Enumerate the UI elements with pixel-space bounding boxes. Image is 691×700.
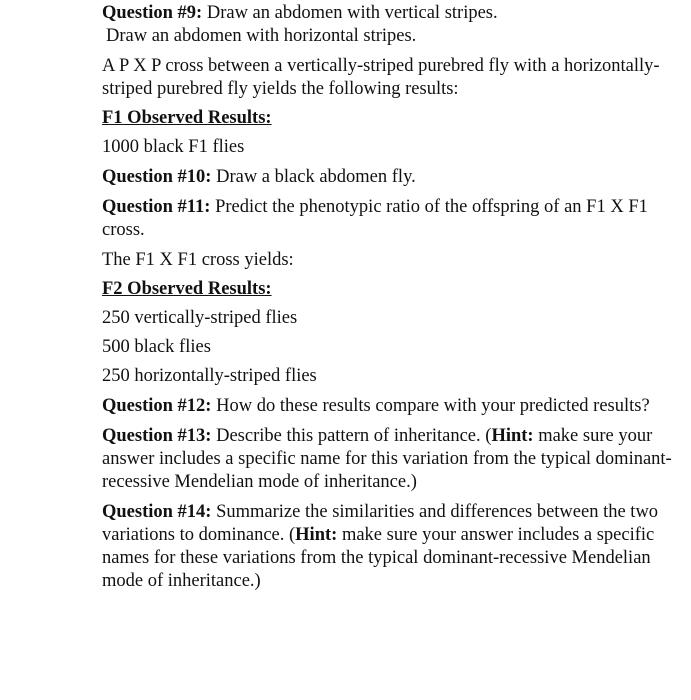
question-9-text-horizontal: Draw an abdomen with horizontal stripes. <box>106 26 417 46</box>
question-10-label: Question #10: <box>102 167 212 187</box>
question-9-line2 <box>102 25 672 48</box>
question-11-label: Question #11: <box>102 197 211 217</box>
f2-heading <box>102 278 672 301</box>
question-13-text: Describe this pattern of inheritance. ( <box>216 426 492 446</box>
question-12 <box>102 395 672 418</box>
question-13 <box>102 425 672 494</box>
f2-result-horizontal: 250 horizontally-striped flies <box>102 366 317 386</box>
question-10-text: Draw a black abdomen fly. <box>216 167 416 187</box>
f2-heading-text: F2 Observed Results: <box>102 279 272 299</box>
f2-result-black: 500 black flies <box>102 337 211 357</box>
worksheet <box>102 2 672 593</box>
question-13-hint-label: Hint: <box>491 426 534 446</box>
question-9-text-vertical: Draw an abdomen with vertical stripes. <box>206 3 498 23</box>
f1-heading <box>102 107 672 130</box>
question-12-label: Question #12: <box>102 396 212 416</box>
question-12-text: How do these results compare with your predicted results? <box>216 396 650 416</box>
f2-result-vertical: 250 vertically-striped flies <box>102 308 298 328</box>
question-13-label: Question #13: <box>102 426 212 446</box>
question-13-hint-text: make sure your answer includes a specific name for this variation from the typical dominant-recessive Mendelian mode of inheritance.) <box>102 426 672 492</box>
cross-intro: A P X P cross between a vertically-striped purebred fly with a horizontally-striped purebred fly yields the following results: <box>102 56 660 99</box>
question-14-text: Summarize the similarities and differences between the two variations to dominance. ( <box>102 502 659 545</box>
question-10 <box>102 166 672 189</box>
question-14 <box>102 501 672 593</box>
f1-cross-yields: The F1 X F1 cross yields: <box>102 250 294 270</box>
question-14-hint-text: make sure your answer includes a specific names for these variations from the typical dominant-recessive Mendelian mode of inheritance.) <box>102 525 655 591</box>
question-9 <box>102 2 672 25</box>
question-14-hint-label: Hint: <box>295 525 338 545</box>
f1-result: 1000 black F1 flies <box>102 137 245 157</box>
question-11 <box>102 196 672 242</box>
question-9-label: Question #9: <box>102 3 203 23</box>
f1-heading-text: F1 Observed Results: <box>102 108 272 128</box>
question-14-label: Question #14: <box>102 502 212 522</box>
question-11-text: Predict the phenotypic ratio of the offspring of an F1 X F1 cross. <box>102 197 648 240</box>
